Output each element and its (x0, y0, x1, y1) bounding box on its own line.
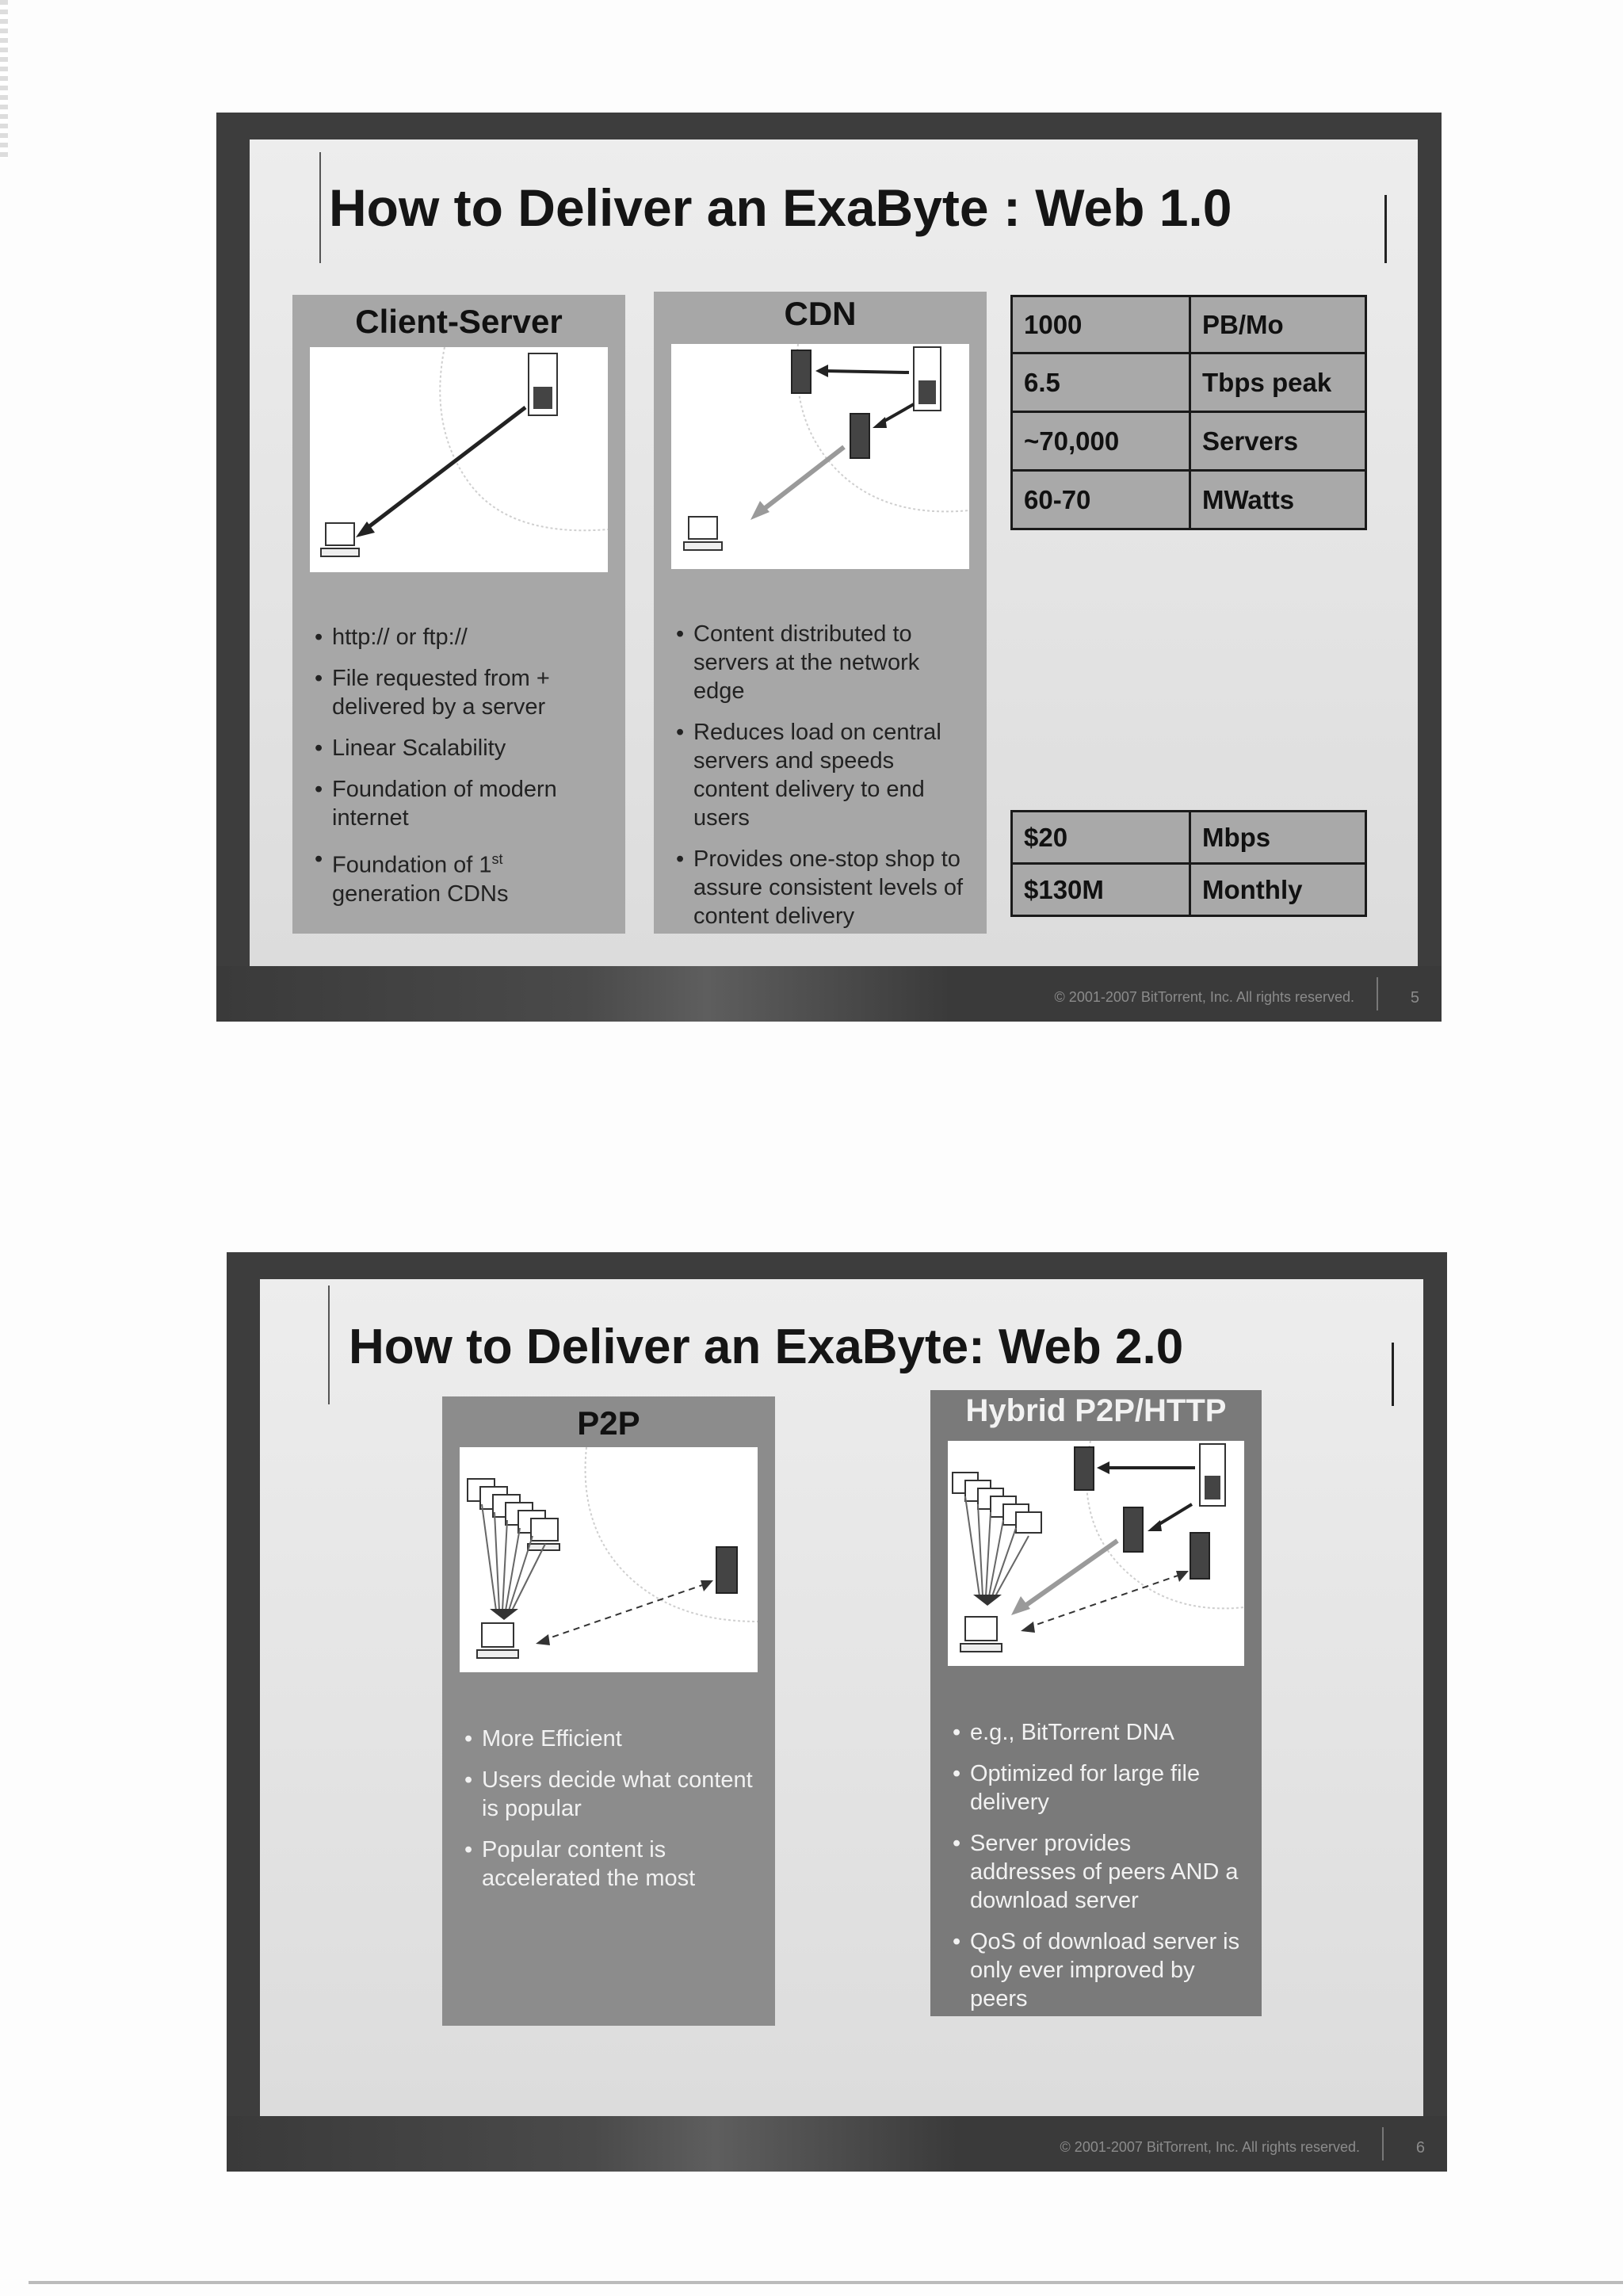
panel-title: Client-Server (355, 303, 563, 340)
table-row (1012, 864, 1366, 916)
table-cell: Servers (1190, 412, 1366, 471)
slide-body (250, 139, 1418, 966)
title-divider-right (1392, 1343, 1394, 1406)
page-bottom-edge (29, 2281, 1623, 2284)
client-server-bullets (315, 623, 606, 921)
server-icon (529, 353, 557, 415)
panel-p2p (442, 1396, 775, 2026)
peer-computers-icon (468, 1479, 559, 1550)
list-item: • http:// or ftp:// (315, 623, 606, 651)
table-cell: 60-70 (1012, 471, 1190, 529)
hybrid-bullets (953, 1718, 1243, 2026)
copyright-text: © 2001-2007 BitTorrent, Inc. All rights reserved. (1060, 2139, 1360, 2155)
edge-server-icon (1075, 1447, 1094, 1490)
slide-number: 5 (1410, 989, 1419, 1007)
title-divider-left (328, 1286, 330, 1404)
table-cell: $20 (1012, 812, 1190, 864)
table-cell: 1000 (1012, 296, 1190, 353)
list-item: • Reduces load on central servers and speeds content delivery to end users (676, 718, 968, 832)
slide-web-2 (227, 1252, 1447, 2172)
computer-icon (684, 517, 722, 550)
slide-footer (216, 966, 1442, 1022)
origin-server-icon (1200, 1444, 1225, 1506)
scan-edge-marks (0, 0, 8, 159)
title-divider-left (319, 152, 321, 263)
computer-icon (960, 1617, 1002, 1652)
table-row (1012, 353, 1366, 412)
list-item: • Linear Scalability (315, 734, 606, 762)
cdn-diagram (671, 344, 969, 569)
list-item: • e.g., BitTorrent DNA (953, 1718, 1243, 1747)
edge-server-icon (850, 414, 869, 458)
table-row (1012, 812, 1366, 864)
slide-body (260, 1279, 1423, 2116)
list-item: • Users decide what content is popular (464, 1766, 756, 1823)
footer-divider (1382, 2127, 1384, 2160)
list-item: • Content distributed to servers at the network edge (676, 620, 968, 705)
p2p-bullets (464, 1725, 756, 1905)
title-divider-right (1384, 195, 1387, 263)
panel-cdn (654, 292, 987, 934)
table-cell: $130M (1012, 864, 1190, 916)
edge-server-icon (792, 350, 811, 393)
list-item: • QoS of download server is only ever improved by peers (953, 1927, 1243, 2013)
server-icon (716, 1547, 737, 1593)
panel-title: Hybrid P2P/HTTP (965, 1393, 1227, 1428)
server-icon (1190, 1533, 1209, 1579)
panel-hybrid (930, 1390, 1262, 2016)
list-item: • Server provides addresses of peers AND a download server (953, 1829, 1243, 1915)
table-cell: Tbps peak (1190, 353, 1366, 412)
slide-number: 6 (1415, 2139, 1425, 2157)
list-item: • Provides one-stop shop to assure consistent levels of content delivery (676, 845, 968, 930)
p2p-diagram (460, 1447, 758, 1672)
panel-title: CDN (784, 295, 857, 332)
table-cell: ~70,000 (1012, 412, 1190, 471)
origin-server-icon (914, 347, 941, 411)
table-cell: Mbps (1190, 812, 1366, 864)
table-row (1012, 296, 1366, 353)
slide-title: How to Deliver an ExaByte : Web 1.0 (329, 178, 1232, 237)
table-row (1012, 412, 1366, 471)
footer-divider (1377, 977, 1378, 1010)
list-item: • File requested from + delivered by a server (315, 664, 606, 721)
table-cell: Monthly (1190, 864, 1366, 916)
panel-client-server (292, 295, 625, 934)
slide-web-1 (216, 113, 1442, 1022)
table-cell: MWatts (1190, 471, 1366, 529)
slide-footer (227, 2116, 1447, 2172)
client-server-diagram (310, 347, 608, 572)
list-item: • Popular content is accelerated the most (464, 1836, 756, 1893)
hybrid-diagram (948, 1441, 1244, 1666)
list-item: • Foundation of modern internet (315, 775, 606, 832)
panel-title: P2P (577, 1404, 640, 1442)
bullet-text: Foundation of 1 (332, 852, 492, 878)
copyright-text: © 2001-2007 BitTorrent, Inc. All rights reserved. (1054, 989, 1354, 1005)
cost-table (1010, 810, 1367, 917)
list-item: • More Efficient (464, 1725, 756, 1753)
bullet-text: generation CDNs (332, 881, 509, 907)
list-item (315, 845, 606, 908)
slide-title: How to Deliver an ExaByte: Web 2.0 (349, 1320, 1184, 1374)
table-cell: PB/Mo (1190, 296, 1366, 353)
stats-table (1010, 295, 1367, 530)
edge-server-icon (1124, 1507, 1143, 1552)
table-row (1012, 471, 1366, 529)
list-item: • Optimized for large file delivery (953, 1759, 1243, 1817)
computer-icon (477, 1623, 518, 1658)
superscript: st (491, 851, 503, 867)
cdn-bullets (676, 620, 968, 943)
computer-icon (321, 523, 359, 556)
table-cell: 6.5 (1012, 353, 1190, 412)
